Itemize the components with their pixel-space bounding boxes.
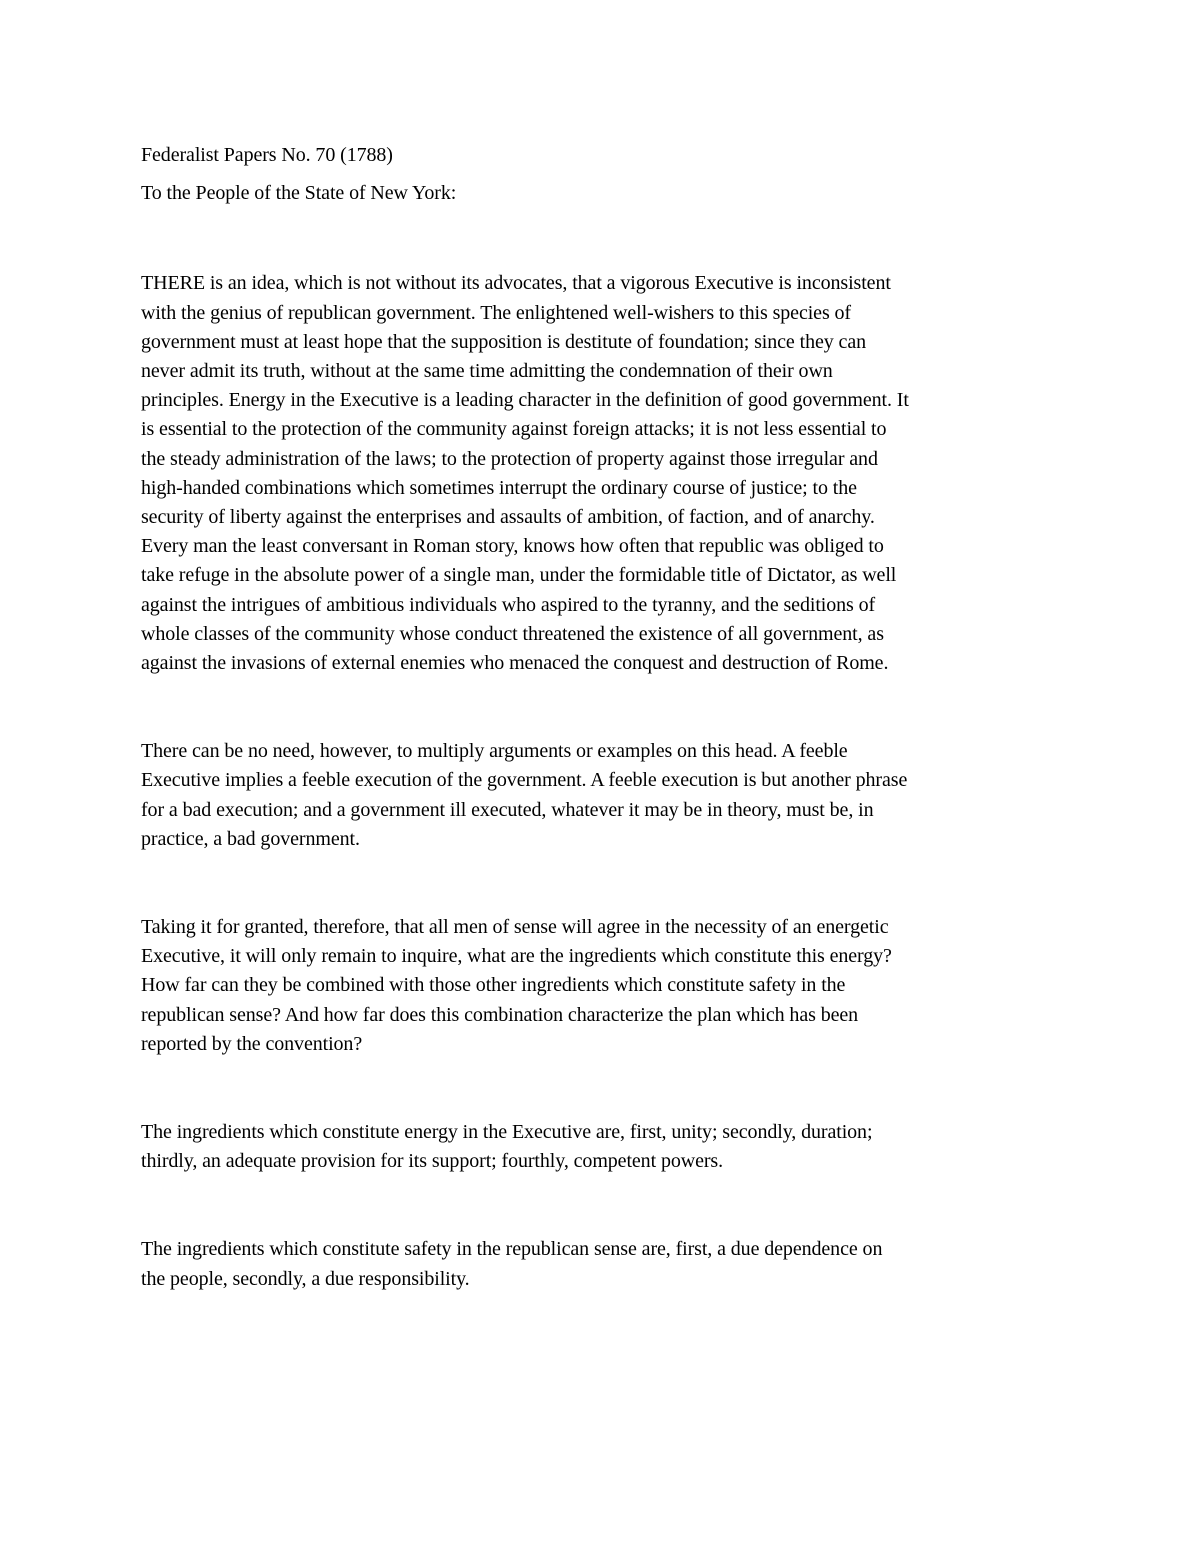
paragraph-line: Executive implies a feeble execution of the government. A feeble execution is but another phrase bbox=[141, 769, 908, 792]
paragraph-line: The ingredients which constitute safety in the republican sense are, first, a due dependence on bbox=[141, 1238, 883, 1261]
paragraph-5 bbox=[141, 1235, 1061, 1293]
paragraph-line: How far can they be combined with those other ingredients which constitute safety in the bbox=[141, 974, 846, 997]
paragraph-line: against the invasions of external enemies who menaced the conquest and destruction of Rome. bbox=[141, 652, 889, 675]
paragraph-line: Executive, it will only remain to inquire, what are the ingredients which constitute this energy? bbox=[141, 945, 892, 968]
paragraph-line: the people, secondly, a due responsibility. bbox=[141, 1267, 470, 1290]
paragraph-line: is essential to the protection of the community against foreign attacks; it is not less essential to bbox=[141, 418, 887, 441]
paragraph-line: There can be no need, however, to multiply arguments or examples on this head. A feeble bbox=[141, 740, 848, 763]
paragraph-line: high-handed combinations which sometimes interrupt the ordinary course of justice; to the bbox=[141, 476, 857, 499]
paragraph-line: republican sense? And how far does this combination characterize the plan which has been bbox=[141, 1003, 859, 1026]
paragraph-line: never admit its truth, without at the same time admitting the condemnation of their own bbox=[141, 360, 833, 383]
paragraph-line: whole classes of the community whose conduct threatened the existence of all government, as bbox=[141, 622, 884, 645]
paragraph-2 bbox=[141, 737, 1061, 854]
paragraph-3 bbox=[141, 913, 1061, 1059]
paragraph-4 bbox=[141, 1118, 1061, 1176]
paragraph-line: practice, a bad government. bbox=[141, 827, 360, 850]
paragraph-line: against the intrigues of ambitious individuals who aspired to the tyranny, and the seditions of bbox=[141, 593, 876, 616]
paragraph-line: the steady administration of the laws; to the protection of property against those irregular and bbox=[141, 447, 878, 470]
paragraph-line: take refuge in the absolute power of a single man, under the formidable title of Dictator, as well bbox=[141, 564, 897, 587]
paragraph-line: THERE is an idea, which is not without its advocates, that a vigorous Executive is inconsistent bbox=[141, 272, 891, 295]
paragraph-line: Every man the least conversant in Roman story, knows how often that republic was obliged to bbox=[141, 535, 884, 558]
paragraph-line: reported by the convention? bbox=[141, 1032, 363, 1055]
paragraph-line: The ingredients which constitute energy in the Executive are, first, unity; secondly, duration; bbox=[141, 1121, 873, 1144]
paragraph-line: security of liberty against the enterprises and assaults of ambition, of faction, and of anarchy. bbox=[141, 506, 875, 529]
paragraph-line: thirdly, an adequate provision for its support; fourthly, competent powers. bbox=[141, 1150, 724, 1173]
paragraph-line: Taking it for granted, therefore, that all men of sense will agree in the necessity of an energetic bbox=[141, 916, 889, 939]
paragraph-1 bbox=[141, 269, 1061, 678]
paragraph-line: government must at least hope that the supposition is destitute of foundation; since they can bbox=[141, 330, 866, 353]
document-title: Federalist Papers No. 70 (1788) bbox=[141, 144, 393, 166]
paragraph-line: for a bad execution; and a government ill executed, whatever it may be in theory, must be, in bbox=[141, 798, 874, 821]
paragraph-line: with the genius of republican government. The enlightened well-wishers to this species of bbox=[141, 301, 851, 324]
document-body bbox=[141, 141, 1061, 1294]
paragraph-line: principles. Energy in the Executive is a leading character in the definition of good government. It bbox=[141, 389, 909, 412]
salutation: To the People of the State of New York: bbox=[141, 182, 457, 205]
